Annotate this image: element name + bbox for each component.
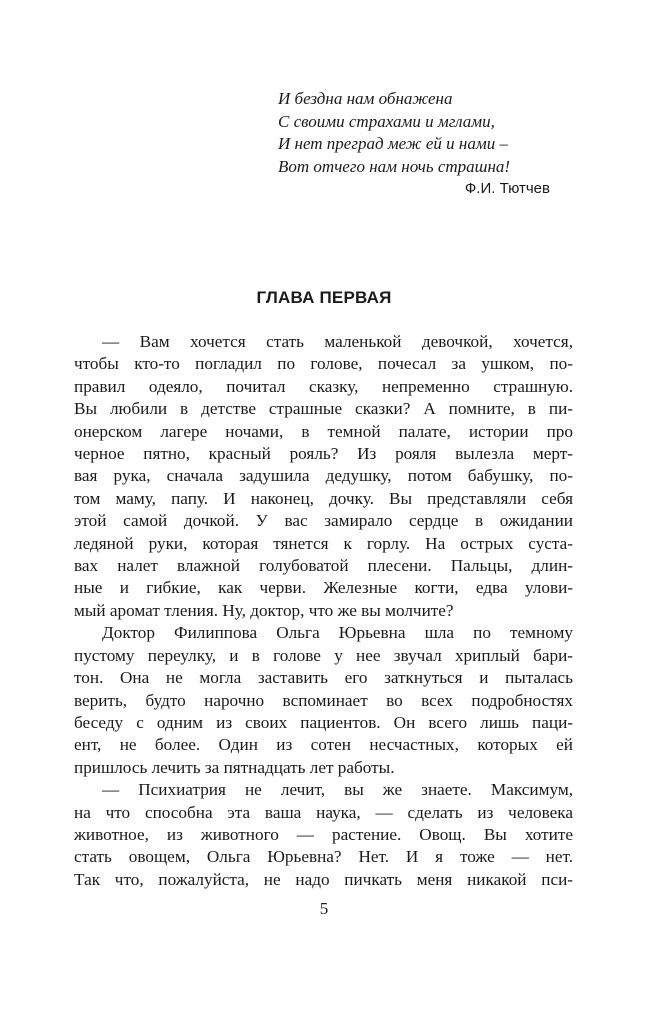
text-line: ледяной руки, которая тянется к горлу. На острых суста-	[74, 533, 573, 553]
text-line: стать овощем, Ольга Юрьевна? Нет. И я тоже — нет.	[74, 847, 573, 867]
text-line: вах налет влажной голубоватой плесени. Пальцы, длин-	[74, 556, 573, 576]
text-line: онерском лагере ночами, в темной палате, истории про	[74, 421, 573, 441]
text-line: том маму, папу. И наконец, дочку. Вы представляли себя	[74, 488, 573, 508]
paragraph	[74, 622, 573, 779]
text-line: вая рука, сначала задушила дедушку, потом бабушку, по-	[74, 466, 573, 486]
epigraph-line: Вот отчего нам ночь страшна!	[278, 156, 511, 176]
text-line: — Вам хочется стать маленькой девочкой, хочется,	[102, 332, 573, 351]
chapter-title: ГЛАВА ПЕРВАЯ	[256, 288, 392, 307]
text-line: пустому переулку, и в голове у нее звучал хриплый бари-	[74, 645, 573, 665]
epigraph-line: И нет преград меж ей и нами –	[278, 134, 508, 153]
text-line: черное пятно, красный рояль? Из рояля вылезла мерт-	[74, 444, 573, 464]
text-line: Так что, пожалуйста, не надо пичкать меня никакой пси-	[74, 869, 573, 889]
epigraph-author: Ф.И. Тютчев	[464, 180, 550, 197]
page-number: 5	[319, 899, 329, 918]
text-line: Вы любили в детстве страшные сказки? А помните, в пи-	[74, 399, 573, 419]
text-line: мый аромат тления. Ну, доктор, что же вы молчите?	[74, 600, 454, 620]
epigraph-line: И бездна нам обнажена	[278, 89, 453, 108]
epigraph	[278, 88, 578, 178]
text-line: правил одеяло, почитал сказку, непременно страшную.	[74, 376, 573, 396]
text-line: — Психиатрия не лечит, вы же знаете. Максимум,	[102, 780, 573, 800]
text-line: ент, не более. Один из сотен несчастных, которых ей	[74, 735, 573, 755]
paragraph	[74, 331, 573, 622]
paragraph	[74, 779, 573, 891]
text-line: пришлось лечить за пятнадцать лет работы.	[74, 757, 395, 777]
text-line: беседу с одним из своих пациентов. Он всего лишь паци-	[74, 712, 573, 732]
text-line: ные и гибкие, как черви. Железные когти, едва улови-	[74, 578, 573, 598]
text-line: животное, из животного — растение. Овощ. Вы хотите	[74, 824, 573, 844]
body-text	[74, 331, 573, 891]
text-line: верить, будто нарочно вспоминает во всех подробностях	[74, 690, 573, 710]
text-line: этой самой дочкой. У вас замирало сердце в ожидании	[74, 511, 573, 531]
epigraph-line: С своими страхами и мглами,	[278, 111, 495, 131]
text-line: тон. Она не могла заставить его заткнуться и пыталась	[74, 668, 573, 688]
text-line: чтобы кто-то погладил по голове, почесал за ушком, по-	[74, 354, 573, 374]
text-line: Доктор Филиппова Ольга Юрьевна шла по темному	[102, 623, 573, 643]
text-line: на что способна эта ваша наука, — сделать из человека	[74, 802, 573, 822]
